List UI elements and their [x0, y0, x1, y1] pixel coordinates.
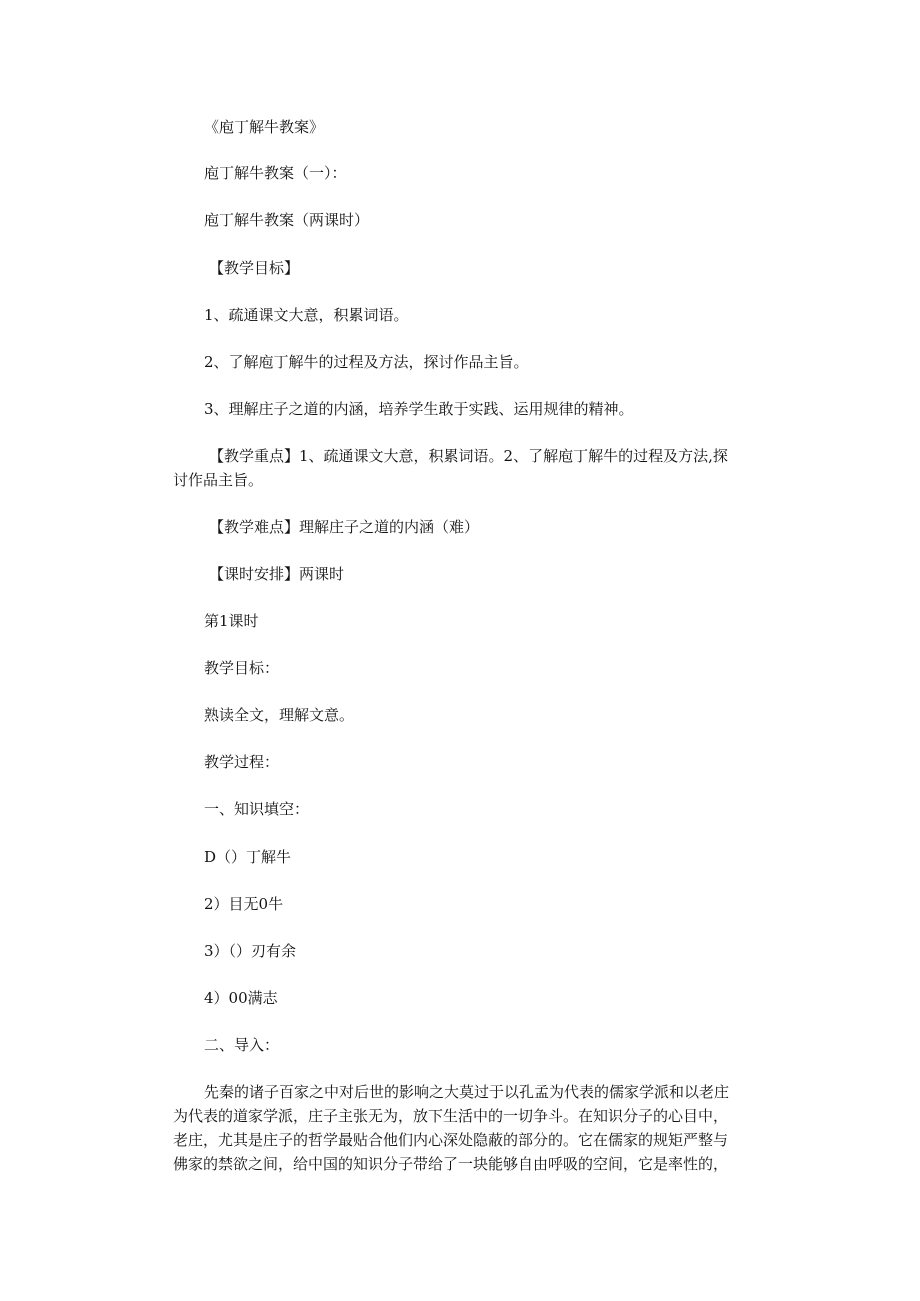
intro-line: 先秦的诸子百家之中对后世的影响之大莫过于以孔孟为代表的儒家学派和以老庄: [204, 1083, 730, 1101]
objective-item: 2、了解庖丁解牛的过程及方法，探讨作品主旨。: [204, 353, 529, 371]
intro-line: 佛家的禁欲之间，给中国的知识分子带给了一块能够自由呼吸的空间，它是率性的，: [173, 1155, 729, 1173]
key-points-line: 【教学重点】1、疏通课文大意，积累词语。2、了解庖丁解牛的过程及方法,探: [209, 447, 728, 465]
part2-heading: 二、导入：: [204, 1036, 280, 1054]
lesson-goal-label: 教学目标：: [204, 659, 280, 677]
objective-item: 3、理解庄子之道的内涵，培养学生敢于实践、运用规律的精神。: [204, 400, 634, 418]
subtitle: 庖丁解牛教案（两课时）: [204, 211, 370, 229]
objective-item: 1、疏通课文大意，积累词语。: [204, 306, 409, 324]
blank-item: D（）丁解牛: [204, 848, 292, 866]
difficulty: 【教学难点】理解庄子之道的内涵（难）: [209, 518, 480, 536]
intro-line: 老庄，尤其是庄子的哲学最贴合他们内心深处隐蔽的部分的。它在儒家的规矩严整与: [173, 1131, 729, 1149]
objectives-heading: 【教学目标】: [209, 259, 300, 277]
section-heading: 庖丁解牛教案（一）：: [204, 164, 347, 182]
schedule: 【课时安排】两课时: [209, 565, 345, 583]
process-label: 教学过程：: [204, 753, 280, 771]
blank-item: 2）目无0牛: [204, 895, 284, 913]
document-title: 《庖丁解牛教案》: [204, 118, 325, 136]
intro-line: 为代表的道家学派，庄子主张无为，放下生活中的一切争斗。在知识分子的心目中，: [173, 1107, 729, 1125]
blank-item: 4）00满志: [204, 989, 278, 1007]
lesson-goal: 熟读全文，理解文意。: [204, 706, 355, 724]
blank-item: 3）（）刃有余: [204, 942, 297, 960]
lesson-heading: 第1课时: [204, 612, 259, 630]
part1-heading: 一、知识填空：: [204, 800, 310, 818]
key-points-line: 讨作品主旨。: [173, 471, 264, 489]
